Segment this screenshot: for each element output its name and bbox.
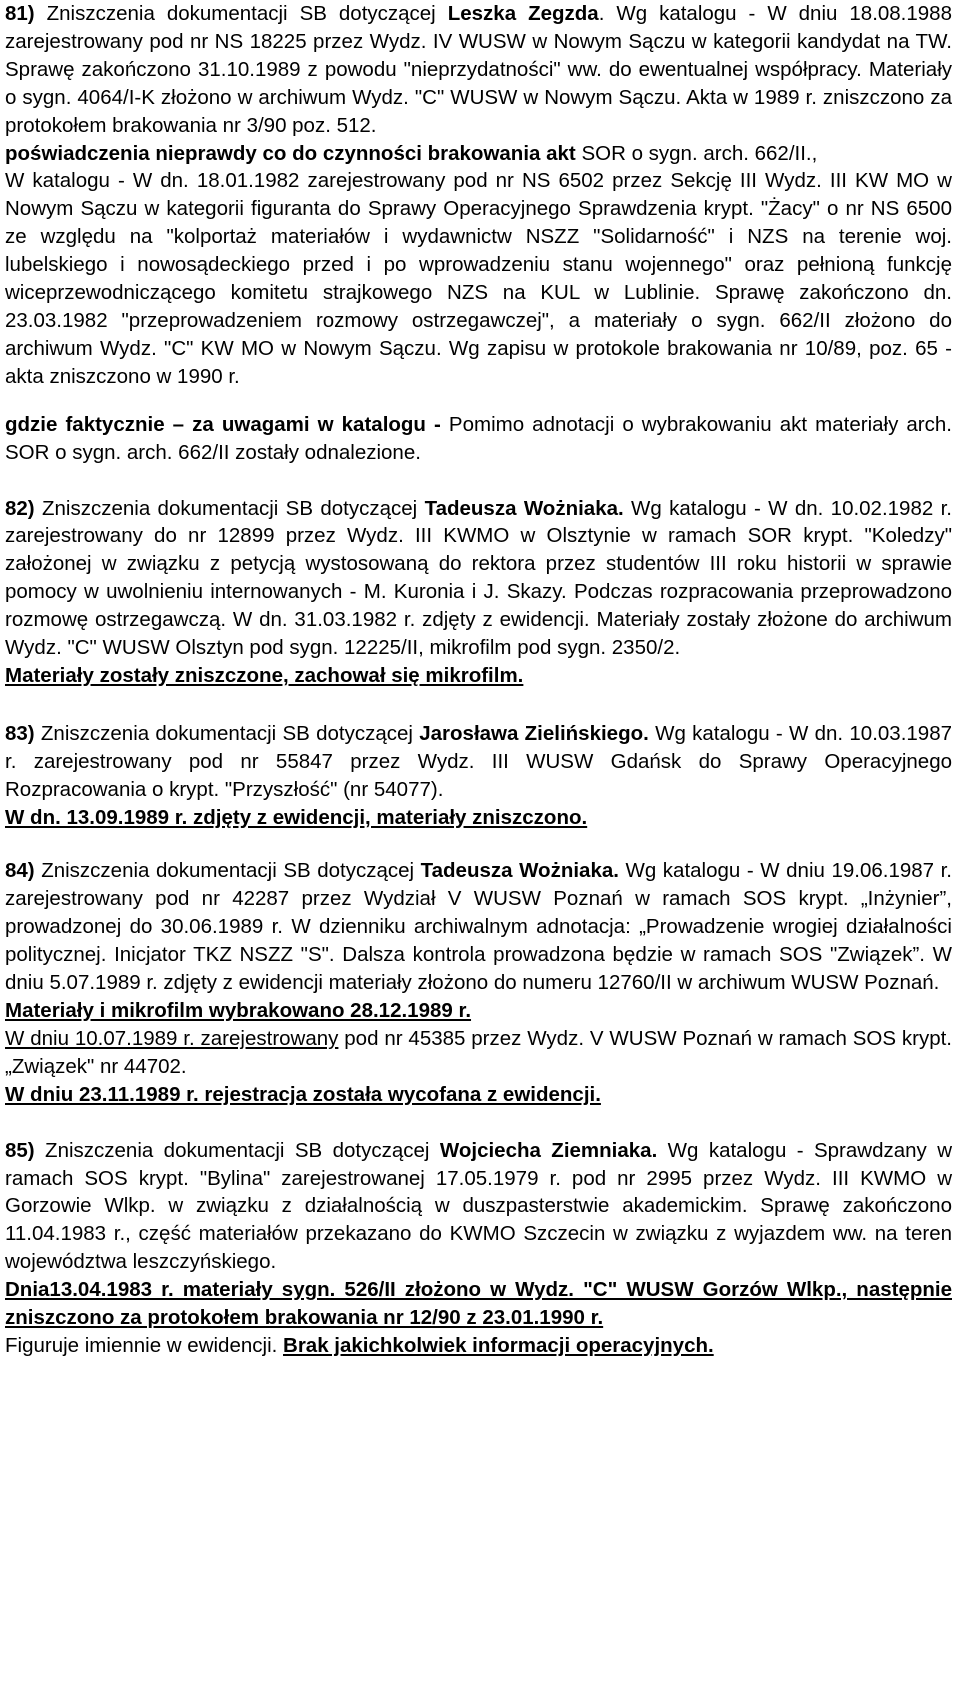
entry-83-paragraph	[5, 720, 952, 804]
entry-85-paragraph	[5, 1137, 952, 1277]
entry-text: Zniszczenia dokumentacji SB dotyczącej	[34, 1138, 440, 1162]
person-name: Leszka Zegzda	[447, 2, 599, 25]
entry-81	[5, 0, 952, 467]
entry-text: Wg katalogu - W dn. 10.02.1982 r. zarejestrowany do nr 12899 przez Wydz. III KWMO w Olsztynie w ramach SOR krypt. "Koledzy" założonej w związku z petycją wystosowaną do rektora przez studentów III roku historii w sprawie pomocy w uwolnieniu internowanych - M. Kuronia i J. Skazy. Podczas rozpracowania przeprowadzono rozmowę ostrzegawczą	[5, 496, 952, 632]
entry-81-fact	[5, 411, 952, 467]
spacer	[5, 690, 952, 720]
entry-85	[5, 1137, 952, 1360]
final-text: Figuruje imiennie w ewidencji.	[5, 1333, 284, 1357]
entry-85-final	[5, 1332, 952, 1360]
entry-83	[5, 720, 952, 832]
entry-82	[5, 495, 952, 690]
entry-text: Wg katalogu - W dn. 10.03.1987 r. zarejestrowany pod nr 55847 przez Wydz. III WUSW Gdańsk do Sprawy Operacyjnego Rozpracowania o krypt. "Przyszłość" (nr 54077).	[5, 721, 952, 801]
final-bold-text: Brak jakichkolwiek informacji operacyjnych.	[283, 1333, 714, 1357]
entry-text: Wg katalogu - Sprawdzany w ramach SOS krypt. "Bylina" zarejestrowanej 17.05.1979 r. pod nr 2995 przez Wydz. III KWMO w Gorzowie Wlkp. w związku z działalnością w duszpasterstwie akademickim. Sprawę zakończono 11.04.1983 r., część materiałów przekazano do KWMO Szczecin w związku z wyjazdem ww. na teren województwa leszczyńskiego.	[5, 1138, 952, 1274]
spacer	[5, 1109, 952, 1137]
entry-number: 84)	[5, 859, 35, 883]
entry-text: . W dn. 31.03.1982 r. zdjęty z ewidencji. Materiały zostały złożone do archiwum Wydz. "C" WUSW Olsztyn pod sygn. 12225/II, mikrofilm pod sygn. 2350/2.	[5, 608, 952, 660]
entry-text: pod nr 45385 przez Wydz. V WUSW Poznań w ramach SOS krypt. „Związek" nr 44702.	[5, 1026, 952, 1078]
entry-text: Zniszczenia dokumentacji SB dotyczącej	[34, 2, 448, 25]
entry-82-paragraph	[5, 495, 952, 662]
spacer	[5, 831, 952, 857]
person-name: Tadeusza Wożniaka.	[420, 859, 619, 883]
entry-number: 82)	[5, 496, 35, 520]
spacer	[5, 391, 952, 411]
entry-84-summary-1: Materiały i mikrofilm wybrakowano 28.12.1989 r.	[5, 999, 472, 1022]
entry-text: Zniszczenia dokumentacji SB dotyczącej	[34, 496, 425, 520]
entry-84	[5, 857, 952, 1108]
entry-number: 83)	[5, 721, 35, 745]
entry-number: 85)	[5, 1138, 35, 1162]
entry-81-paragraph-2: W katalogu - W dn. 18.01.1982 zarejestrowany pod nr NS 6502 przez Sekcję III Wydz. III KW MO w Nowym Sączu w kategorii figuranta do Sprawy Operacyjnego Sprawdzenia krypt. "Żacy" o nr NS 6500 ze względu na "kolportaż materiałów i wydawnictw NSZZ "Solidarność" i NZS na terenie woj. lubelskiego i nowosądeckiego przed i po wprowadzeniu stanu wojennego" oraz pełnioną funkcję wiceprzewodniczącego komitetu strajkowego NZS na KUL w Lublinie. Sprawę zakończono dn. 23.03.1982 "przeprowadzeniem rozmowy ostrzegawczej", a materiały o sygn. 662/II złożono do archiwum Wydz. "C" KW MO w Nowym Sączu. Wg zapisu w protokole brakowania nr 10/89, poz. 65 - akta zniszczono w 1990 r.	[5, 169, 952, 388]
person-name: Tadeusza Wożniaka.	[424, 496, 624, 520]
person-name: Wojciecha Ziemniaka.	[439, 1138, 658, 1162]
entry-84-paragraph-2	[5, 1025, 952, 1081]
entry-83-summary: W dn. 13.09.1989 r. zdjęty z ewidencji, materiały zniszczono.	[5, 805, 588, 829]
entry-text: Wg katalogu - W dniu 19.06.1987 r. zarejestrowany pod nr 42287 przez Wydział V WUSW Poznań w ramach SOS krypt. „Inżynier”, prowadzonej do 30.06.1989 r. W dzienniku archiwalnym adnotacja: „Prowadzenie wrogiej działalności politycznej. Inicjator TKZ NSZZ "S". Dalsza kontrola prowadzona będzie w ramach SOS "Związek”. W dniu 5.07.1989 r. zdjęty z ewidencji materiały złożono do numeru 12760/II w archiwum WUSW Poznań.	[5, 859, 952, 995]
entry-81-paragraph-1	[5, 0, 952, 167]
underlined-date: W dniu 10.07.1989 r. zarejestrowany	[5, 1026, 339, 1050]
entry-text: . Wg katalogu - W dniu 18.08.1988 zarejestrowany pod nr NS 18225 przez Wydz. IV WUSW w Nowym Sączu w kategorii kandydat na TW. Sprawę zakończono 31.10.1989 z powodu "nieprzydatności" ww. do ewentualnej współpracy. Materiały o sygn. 4064/I-K złożono w archiwum Wydz. "C" WUSW w Nowym Sączu. Akta w 1989 r. zniszczono za protokołem brakowania nr 3/90 poz. 512.	[5, 2, 952, 137]
entry-85-summary: Dnia13.04.1983 r. materiały sygn. 526/II złożono w Wydz. "C" WUSW Gorzów Wlkp., następnie zniszczono za protokołem brakowania nr 12/90 z 23.01.1990 r.	[5, 1278, 952, 1330]
entry-84-paragraph-1	[5, 857, 952, 997]
entry-82-summary: Materiały zostały zniszczone, zachował się mikrofilm.	[5, 663, 524, 687]
person-name: Jarosława Zielińskiego.	[419, 721, 649, 745]
fact-text: Pomimo adnotacji o wybrakowaniu akt materiały arch. SOR o sygn. arch. 662/II zostały odnalezione.	[5, 412, 952, 464]
spacer	[5, 467, 952, 495]
entry-84-summary-2: W dniu 23.11.1989 r. rejestracja została wycofana z ewidencji.	[5, 1082, 601, 1106]
bold-statement: poświadczenia nieprawdy co do czynności brakowania akt	[5, 141, 576, 165]
entry-text: Zniszczenia dokumentacji SB dotyczącej	[34, 859, 421, 883]
entry-number: 81)	[5, 2, 35, 25]
entry-text: Zniszczenia dokumentacji SB dotyczącej	[34, 721, 420, 745]
fact-label: gdzie faktycznie – za uwagami w katalogu -	[5, 412, 441, 436]
entry-text: SOR o sygn. arch. 662/II.,	[575, 141, 818, 165]
